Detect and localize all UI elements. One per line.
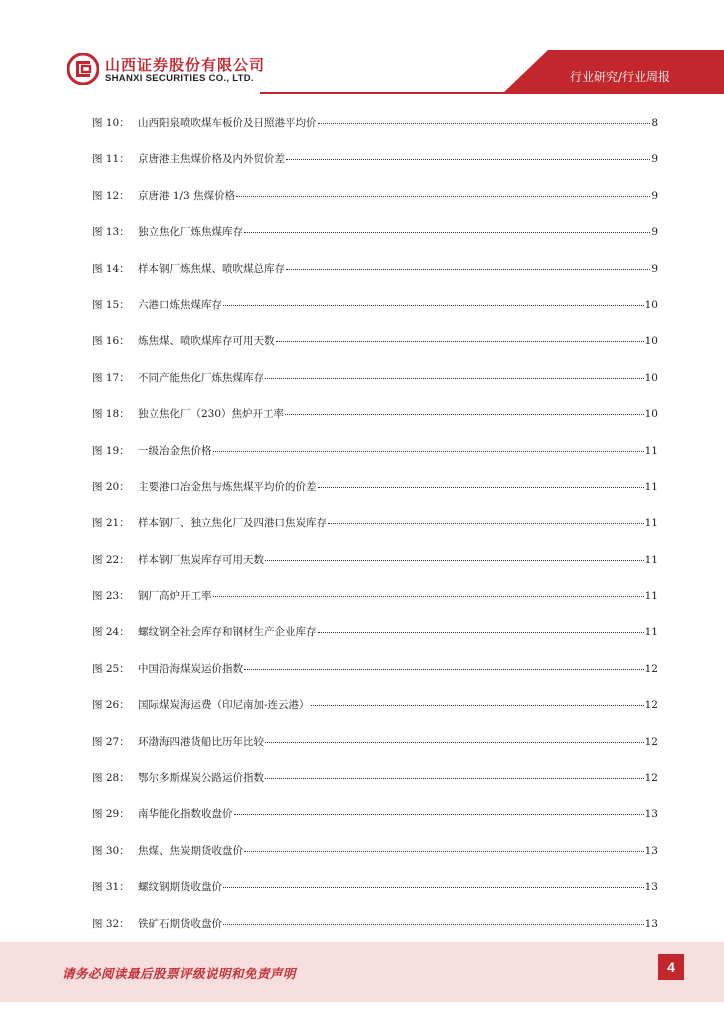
dot-leader: [265, 777, 644, 779]
page-ref: 11: [644, 517, 658, 530]
figure-number: 图 22：: [92, 553, 130, 566]
figure-number: 图 24：: [92, 626, 130, 639]
dot-leader: [265, 741, 644, 743]
figure-number: 图 18：: [92, 408, 130, 421]
page-ref: 13: [644, 881, 658, 894]
figure-number: 图 16：: [92, 335, 130, 348]
page-ref: 9: [651, 262, 658, 275]
page-ref: 12: [644, 735, 658, 748]
dot-leader: [318, 486, 644, 488]
page-ref: 11: [644, 480, 658, 493]
page-ref: 13: [644, 917, 658, 930]
dot-leader: [328, 522, 644, 524]
dot-leader: [244, 850, 644, 852]
figure-number: 图 11：: [92, 153, 130, 166]
company-name-en: SHANXI SECURITIES CO., LTD.: [105, 73, 254, 84]
toc-entry[interactable]: [92, 549, 658, 585]
figure-number: 图 26：: [92, 699, 130, 712]
figure-title: 螺纹钢期货收盘价: [138, 881, 222, 894]
page-ref: 11: [644, 626, 658, 639]
page-ref: 9: [651, 226, 658, 239]
figure-number: 图 32：: [92, 917, 130, 930]
figure-number: 图 31：: [92, 881, 130, 894]
page-number: 4: [658, 954, 684, 980]
dot-leader: [265, 377, 644, 379]
page-ref: 12: [644, 662, 658, 675]
page-ref: 10: [644, 335, 658, 348]
dot-leader: [318, 631, 644, 633]
dot-leader: [244, 231, 650, 233]
figure-title: 中国沿海煤炭运价指数: [138, 662, 243, 675]
page-ref: 10: [644, 408, 658, 421]
figure-title: 炼焦煤、喷吹煤库存可用天数: [138, 335, 275, 348]
figure-index: [92, 112, 658, 949]
figure-title: 国际煤炭海运费（印尼南加-连云港）: [138, 699, 310, 712]
figure-title: 铁矿石期货收盘价: [138, 917, 222, 930]
figure-title: 独立焦化厂炼焦煤库存: [138, 226, 243, 239]
dot-leader: [285, 413, 644, 415]
figure-title: 样本钢厂、独立焦化厂及四港口焦炭库存: [138, 517, 327, 530]
toc-entry[interactable]: [92, 403, 658, 439]
dot-leader: [234, 813, 644, 815]
page-ref: 12: [644, 699, 658, 712]
dot-leader: [286, 268, 650, 270]
figure-number: 图 13：: [92, 226, 130, 239]
page-ref: 10: [644, 298, 658, 311]
page-ref: 13: [644, 844, 658, 857]
figure-number: 图 17：: [92, 371, 130, 384]
figure-title: 京唐港主焦煤价格及内外贸价差: [138, 153, 285, 166]
page-ref: 12: [644, 772, 658, 785]
dot-leader: [311, 704, 644, 706]
toc-entry[interactable]: [92, 585, 658, 621]
toc-entry[interactable]: [92, 621, 658, 657]
disclaimer-text: 请务必阅读最后股票评级说明和免责声明: [62, 966, 297, 981]
figure-number: 图 28：: [92, 772, 130, 785]
dot-leader: [223, 923, 644, 925]
dot-leader: [318, 122, 651, 124]
figure-title: 不同产能焦化厂炼焦煤库存: [138, 371, 264, 384]
toc-entry[interactable]: [92, 876, 658, 912]
figure-title: 六港口炼焦煤库存: [138, 298, 222, 311]
dot-leader: [244, 668, 644, 670]
figure-number: 图 14：: [92, 262, 130, 275]
page-ref: 11: [644, 553, 658, 566]
toc-entry[interactable]: [92, 731, 658, 767]
dot-leader: [265, 559, 644, 561]
toc-entry[interactable]: [92, 148, 658, 184]
page-header: [0, 0, 724, 94]
figure-title: 焦煤、焦炭期货收盘价: [138, 844, 243, 857]
dot-leader: [213, 595, 644, 597]
dot-leader: [223, 304, 644, 306]
figure-number: 图 10：: [92, 117, 130, 129]
figure-title: 钢厂高炉开工率: [138, 590, 212, 603]
toc-entry[interactable]: [92, 840, 658, 876]
toc-entry[interactable]: [92, 440, 658, 476]
page-ref: 11: [644, 590, 658, 603]
page-ref: 10: [644, 371, 658, 384]
figure-title: 主要港口冶金焦与炼焦煤平均价的价差: [138, 480, 317, 493]
figure-title: 鄂尔多斯煤炭公路运价指数: [138, 772, 264, 785]
dot-leader: [223, 886, 644, 888]
toc-entry[interactable]: [92, 367, 658, 403]
toc-entry[interactable]: [92, 803, 658, 839]
dot-leader: [213, 450, 644, 452]
dot-leader: [286, 158, 650, 160]
figure-number: 图 30：: [92, 844, 130, 857]
figure-title: 螺纹钢全社会库存和钢材生产企业库存: [138, 626, 317, 639]
figure-title: 环渤海四港货船比历年比较: [138, 735, 264, 748]
figure-number: 图 20：: [92, 480, 130, 493]
figure-title: 样本钢厂焦炭库存可用天数: [138, 553, 264, 566]
figure-title: 山西阳泉喷吹煤车板价及日照港平均价: [138, 117, 317, 129]
report-type-label: 行业研究/行业周报: [569, 70, 670, 84]
figure-number: 图 25：: [92, 662, 130, 675]
figure-number: 图 23：: [92, 590, 130, 603]
toc-entry[interactable]: [92, 512, 658, 548]
toc-entry[interactable]: [92, 112, 658, 148]
page-ref: 13: [644, 808, 658, 821]
figure-title: 独立焦化厂（230）焦炉开工率: [138, 408, 285, 421]
toc-entry[interactable]: [92, 185, 658, 221]
toc-entry[interactable]: [92, 294, 658, 330]
figure-number: 图 15：: [92, 298, 130, 311]
toc-entry[interactable]: [92, 767, 658, 803]
figure-title: 一级冶金焦价格: [138, 444, 212, 457]
page-footer: [0, 942, 724, 1002]
figure-title: 京唐港 1/3 焦煤价格: [138, 189, 236, 202]
company-name-cn: 山西证券股份有限公司: [105, 56, 266, 74]
page-ref: 9: [651, 153, 658, 166]
figure-number: 图 12：: [92, 189, 130, 202]
toc-entry[interactable]: [92, 330, 658, 366]
figure-title: 南华能化指数收盘价: [138, 808, 233, 821]
figure-number: 图 29：: [92, 808, 130, 821]
figure-number: 图 27：: [92, 735, 130, 748]
dot-leader: [276, 340, 644, 342]
toc-entry[interactable]: [92, 476, 658, 512]
page-ref: 8: [651, 117, 658, 129]
figure-number: 图 21：: [92, 517, 130, 530]
dot-leader: [236, 195, 650, 197]
figure-title: 样本钢厂炼焦煤、喷吹煤总库存: [138, 262, 285, 275]
figure-number: 图 19：: [92, 444, 130, 457]
page-ref: 11: [644, 444, 658, 457]
page-ref: 9: [651, 189, 658, 202]
toc-entry[interactable]: [92, 221, 658, 257]
toc-entry[interactable]: [92, 658, 658, 694]
toc-entry[interactable]: [92, 694, 658, 730]
toc-entry[interactable]: [92, 258, 658, 294]
